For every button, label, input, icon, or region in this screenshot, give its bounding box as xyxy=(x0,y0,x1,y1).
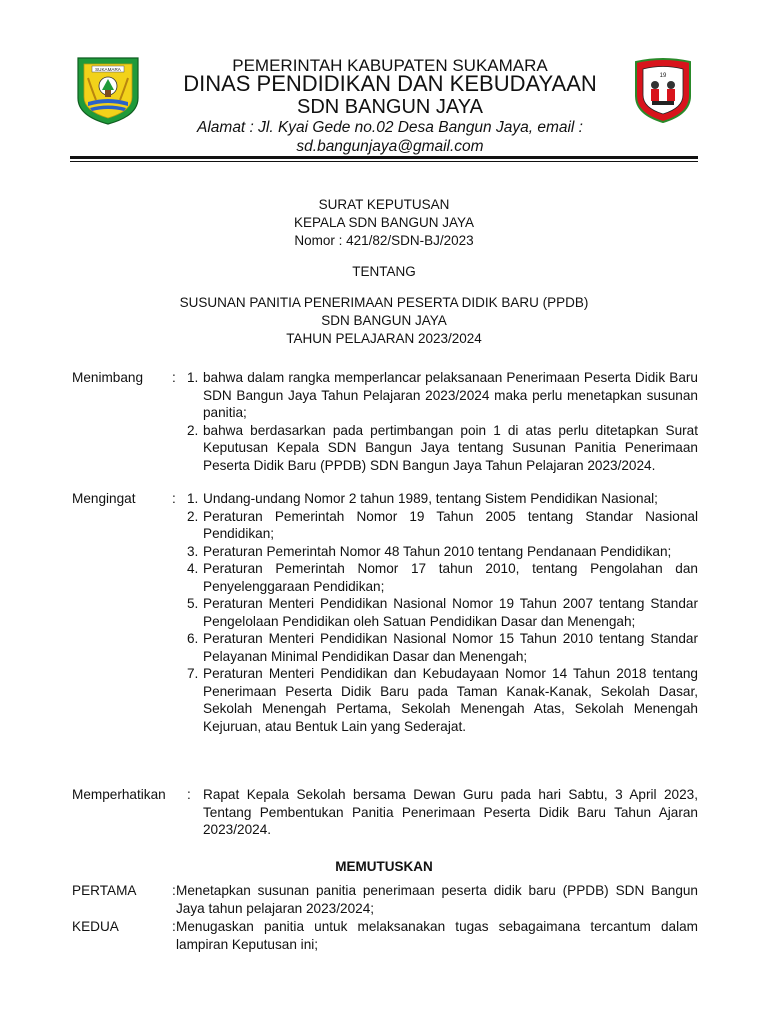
list-text: Peraturan Pemerintah Nomor 17 tahun 2010, tentang Pengolahan dan Penyelenggaraan Pendidikan; xyxy=(203,561,698,594)
list-text: Peraturan Pemerintah Nomor 48 Tahun 2010 tentang Pendanaan Pendidikan; xyxy=(203,543,672,559)
list-item xyxy=(72,560,698,595)
list-text: Peraturan Menteri Pendidikan dan Kebudayaan Nomor 14 Tahun 2018 tentang Penerimaan Peserta Didik Baru pada Taman Kanak-Kanak, Sekolah Dasar, Sekolah Menengah Pertama, Sekolah Menengah Atas, Sekolah Menengah Kejuruan, atau Bentuk Lain yang Sederajat. xyxy=(203,666,698,734)
school-emblem-logo xyxy=(632,56,694,124)
decree-subject-school: SDN BANGUN JAYA xyxy=(321,313,447,328)
header-email-line: sd.bangunjaya@gmail.com xyxy=(296,137,484,155)
list-text: Peraturan Menteri Pendidikan Nasional Nomor 19 Tahun 2007 tentang Standar Pengelolaan Pendidikan oleh Satuan Pendidikan Dasar dan Menengah; xyxy=(203,596,698,629)
header-address-line: Alamat : Jl. Kyai Gede no.02 Desa Bangun Jaya, email : xyxy=(197,119,583,136)
list-number: 7. xyxy=(187,666,199,681)
memutuskan-heading: MEMUTUSKAN xyxy=(335,859,433,874)
mengingat-list xyxy=(72,490,698,735)
list-item xyxy=(72,665,698,735)
list-number: 2. xyxy=(187,422,199,438)
letterhead-rule-thick xyxy=(70,156,698,159)
section-colon: : xyxy=(172,919,176,934)
decree-subject-line: SUSUNAN PANITIA PENERIMAAN PESERTA DIDIK BARU (PPDB) xyxy=(179,295,589,310)
sukamara-emblem-logo xyxy=(72,54,144,126)
emblem-banner-text: SUKAMARA xyxy=(95,67,121,72)
section-label: KEDUA xyxy=(72,919,119,934)
decree-issuer-line: KEPALA SDN BANGUN JAYA xyxy=(293,215,475,230)
section-colon: : xyxy=(187,787,191,802)
decree-subject-year: TAHUN PELAJARAN 2023/2024 xyxy=(286,331,482,346)
section-memperhatikan xyxy=(72,786,698,839)
list-number: 5. xyxy=(187,596,199,611)
memperhatikan-text: Rapat Kepala Sekolah bersama Dewan Guru pada hari Sabtu, 3 April 2023, Tentang Pembentukan Panitia Penerimaan Peserta Didik Baru Tahun Ajaran 2023/2024. xyxy=(203,787,698,837)
list-text: bahwa dalam rangka memperlancar pelaksanaan Penerimaan Peserta Didik Baru SDN Bangun Jaya Tahun Pelajaran 2023/2024 maka perlu menetapkan susunan panitia; xyxy=(203,370,698,420)
letterhead-rule-thin xyxy=(70,161,698,162)
list-item xyxy=(72,369,698,422)
kedua-text: Menugaskan panitia untuk melaksanakan tugas sebagaimana tercantum dalam lampiran Keputusan ini; xyxy=(176,919,698,952)
list-number: 1. xyxy=(187,491,199,506)
list-item xyxy=(72,543,698,561)
header-address xyxy=(150,119,630,157)
list-item xyxy=(72,422,698,475)
decree-number-line: Nomor : 421/82/SDN-BJ/2023 xyxy=(294,233,474,248)
section-colon: : xyxy=(172,370,176,385)
header-government-line: PEMERINTAH KABUPATEN SUKAMARA xyxy=(232,56,548,75)
decree-title-line: SURAT KEPUTUSAN xyxy=(318,197,450,212)
section-colon: : xyxy=(172,491,176,506)
list-number: 4. xyxy=(187,561,199,576)
header-school-line: SDN BANGUN JAYA xyxy=(297,96,483,118)
section-label: Mengingat xyxy=(72,491,136,506)
emblem-number-text: 19 xyxy=(659,73,667,79)
list-number: 3. xyxy=(187,543,199,559)
section-kedua xyxy=(72,918,698,953)
list-item xyxy=(72,508,698,543)
list-text: Undang-undang Nomor 2 tahun 1989, tentang Sistem Pendidikan Nasional; xyxy=(203,491,658,506)
section-label: PERTAMA xyxy=(72,883,137,898)
list-text: Peraturan Pemerintah Nomor 19 Tahun 2005 tentang Standar Nasional Pendidikan; xyxy=(203,508,698,541)
list-number: 2. xyxy=(187,508,199,524)
section-pertama xyxy=(72,882,698,917)
section-label: Menimbang xyxy=(72,370,144,385)
section-menimbang xyxy=(72,369,698,474)
section-label: Memperhatikan xyxy=(72,787,166,802)
list-text: bahwa berdasarkan pada pertimbangan poin 1 di atas perlu ditetapkan Surat Keputusan Kepala SDN Bangun Jaya tentang Susunan Panitia Penerimaan Peserta Didik Baru (PPDB) SDN Bangun Jaya Tahun Pelajaran 2023/2024. xyxy=(203,422,698,473)
list-number: 6. xyxy=(187,631,199,646)
list-number: 1. xyxy=(187,370,199,385)
decree-tentang: TENTANG xyxy=(352,264,416,279)
header-department-line: DINAS PENDIDIKAN DAN KEBUDAYAAN xyxy=(183,71,597,96)
list-item xyxy=(72,490,698,508)
section-colon: : xyxy=(172,883,176,898)
list-item xyxy=(72,595,698,630)
list-item xyxy=(72,630,698,665)
section-mengingat xyxy=(72,490,698,735)
list-text: Peraturan Menteri Pendidikan Nasional Nomor 15 Tahun 2010 tentang Standar Pelayanan Minimal Pendidikan Dasar dan Menengah; xyxy=(203,631,698,664)
menimbang-list xyxy=(72,369,698,474)
pertama-text: Menetapkan susunan panitia penerimaan peserta didik baru (PPDB) SDN Bangun Jaya tahun pelajaran 2023/2024; xyxy=(176,883,698,916)
